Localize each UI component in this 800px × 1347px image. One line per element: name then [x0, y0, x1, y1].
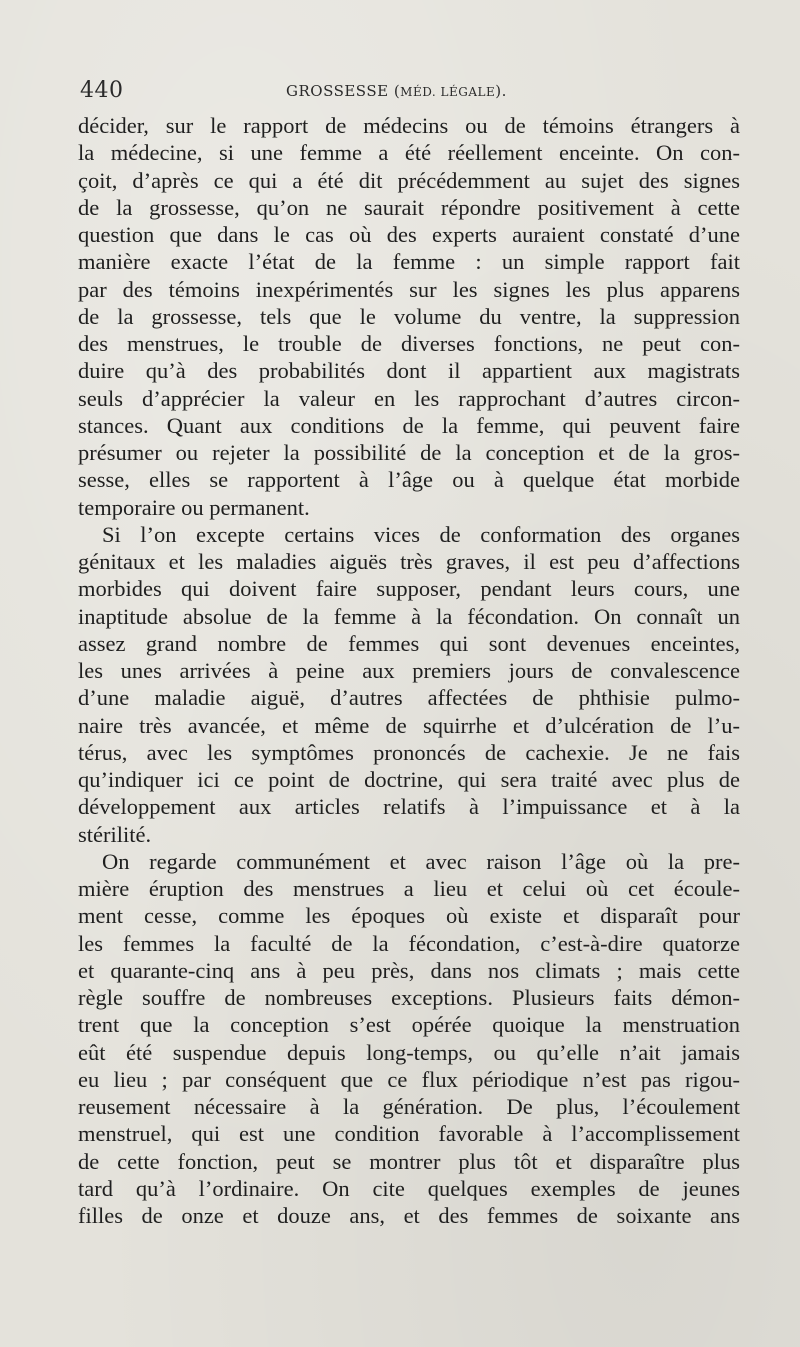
text-line: Si l’on excepte certains vices de conformation des organes [102, 521, 740, 547]
text-line: de la grossesse, tels que le volume du ventre, la suppression [78, 303, 740, 329]
text-line: par des témoins inexpérimentés sur les signes les plus apparens [78, 276, 740, 302]
text-line: stérilité. [78, 821, 152, 847]
text-line: temporaire ou permanent. [78, 494, 310, 520]
text-line: naire très avancée, et même de squirrhe et d’ulcération de l’u- [78, 712, 740, 738]
text-line: décider, sur le rapport de médecins ou de témoins étrangers à [78, 113, 740, 138]
text-line: eu lieu ; par conséquent que ce flux périodique n’est pas rigou- [78, 1066, 740, 1092]
text-line: menstruel, qui est une condition favorable à l’accomplissement [78, 1121, 740, 1147]
running-title [286, 82, 507, 100]
text-line: stances. Quant aux conditions de la femme, qui peuvent faire [78, 412, 740, 438]
text-line: de la grossesse, qu’on ne saurait répondre positivement à cette [78, 194, 740, 220]
text-line: morbides qui doivent faire supposer, pendant leurs cours, une [78, 576, 740, 602]
text-line: règle souffre de nombreuses exceptions. Plusieurs faits démon- [78, 985, 740, 1010]
text-line: duire qu’à des probabilités dont il appartient aux magistrats [78, 358, 740, 384]
text-line: assez grand nombre de femmes qui sont devenues enceintes, [78, 630, 740, 656]
text-line: trent que la conception s’est opérée quoique la menstruation [78, 1012, 740, 1038]
text-line: présumer ou rejeter la possibilité de la conception et de la gros- [78, 440, 740, 465]
running-title-small: MÉD. LÉGALE [400, 85, 496, 99]
text-line: génitaux et les maladies aiguës très graves, il est peu d’affections [78, 549, 740, 574]
text-line: les femmes la faculté de la fécondation, c’est-à-dire quatorze [78, 930, 740, 956]
text-line: térus, avec les symptômes prononcés de cachexie. Je ne fais [78, 739, 740, 765]
text-line: On regarde communément et avec raison l’âge où la pre- [102, 848, 740, 874]
text-line: çoit, d’après ce qui a été dit précédemment au sujet des signes [78, 167, 740, 193]
text-line: et quarante-cinq ans à peu près, dans nos climats ; mais cette [78, 957, 740, 983]
body-text [78, 112, 740, 1229]
text-line: ment cesse, comme les époques où existe et disparaît pour [78, 903, 740, 929]
text-line: eût été suspendue depuis long-temps, ou qu’elle n’ait jamais [78, 1039, 740, 1065]
text-line: qu’indiquer ici ce point de doctrine, qui sera traité avec plus de [78, 767, 740, 792]
text-line: de cette fonction, peut se montrer plus tôt et disparaître plus [78, 1148, 740, 1174]
page-number: 440 [80, 78, 124, 103]
text-line: les unes arrivées à peine aux premiers jours de convalescence [78, 658, 740, 683]
text-line: inaptitude absolue de la femme à la fécondation. On connaît un [78, 603, 740, 629]
running-title-main: GROSSESSE ( [286, 82, 401, 100]
text-line: la médecine, si une femme a été réellement enceinte. On con- [78, 140, 740, 166]
text-line: tard qu’à l’ordinaire. On cite quelques exemples de jeunes [78, 1175, 740, 1201]
text-line: manière exacte l’état de la femme : un simple rapport fait [78, 249, 740, 275]
text-line: des menstrues, le trouble de diverses fonctions, ne peut con- [78, 331, 740, 356]
running-title-end: ). [495, 82, 507, 100]
text-line: filles de onze et douze ans, et des femmes de soixante ans [78, 1203, 740, 1228]
text-line: mière éruption des menstrues a lieu et celui où cet écoule- [78, 876, 740, 901]
text-line: sesse, elles se rapportent à l’âge ou à quelque état morbide [78, 467, 740, 493]
text-line: seuls d’apprécier la valeur en les rapprochant d’autres circon- [78, 385, 740, 411]
text-line: d’une maladie aiguë, d’autres affectées de phthisie pulmo- [78, 685, 740, 711]
text-line: reusement nécessaire à la génération. De plus, l’écoulement [78, 1094, 740, 1119]
text-line: développement aux articles relatifs à l’impuissance et à la [78, 794, 740, 820]
page-header [80, 76, 740, 106]
text-line: question que dans le cas où des experts auraient constaté d’une [78, 222, 740, 247]
